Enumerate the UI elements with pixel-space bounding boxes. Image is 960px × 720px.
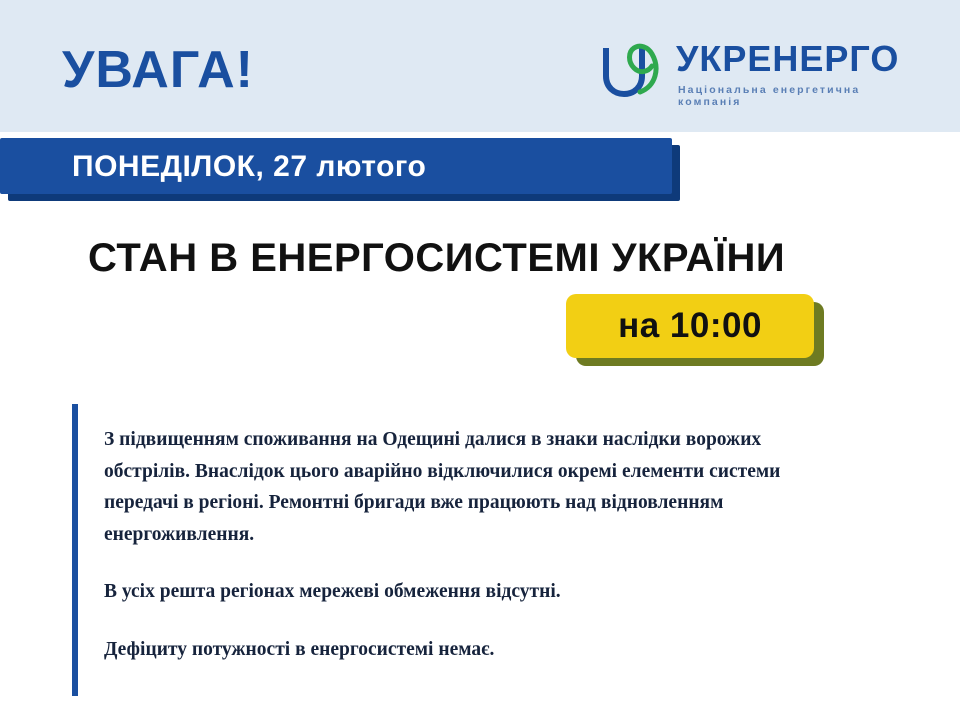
body-text-block [104,424,848,665]
ukrenergo-logo-icon [600,42,662,100]
body-paragraph: В усіх решта регіонах мережеві обмеження відсутні. [104,581,561,603]
page-title: СТАН В ЕНЕРГОСИСТЕМІ УКРАЇНИ [88,236,786,280]
date-label: ПОНЕДІЛОК, 27 лютого [72,150,427,183]
attention-title: УВАГА! [62,41,254,99]
logo-tagline: Національна енергетична компанія [678,84,861,108]
body-paragraph: З підвищенням споживання на Одещині далися в знаки наслідки ворожих обстрілів. Внаслідок цього аварійно відключилися окремі елементи системи передачі в регіоні. Ремонтні бригади вже працюють над відновленням енергоживлення. [104,429,781,545]
time-badge [566,294,814,358]
body-paragraph: Дефіциту потужності в енергосистемі немає. [104,638,495,660]
ukrenergo-logo [600,40,920,110]
time-badge-label: на 10:00 [618,306,762,345]
text-accent-bar [72,404,78,696]
logo-wordmark: УКРЕНЕРГО [676,38,900,79]
